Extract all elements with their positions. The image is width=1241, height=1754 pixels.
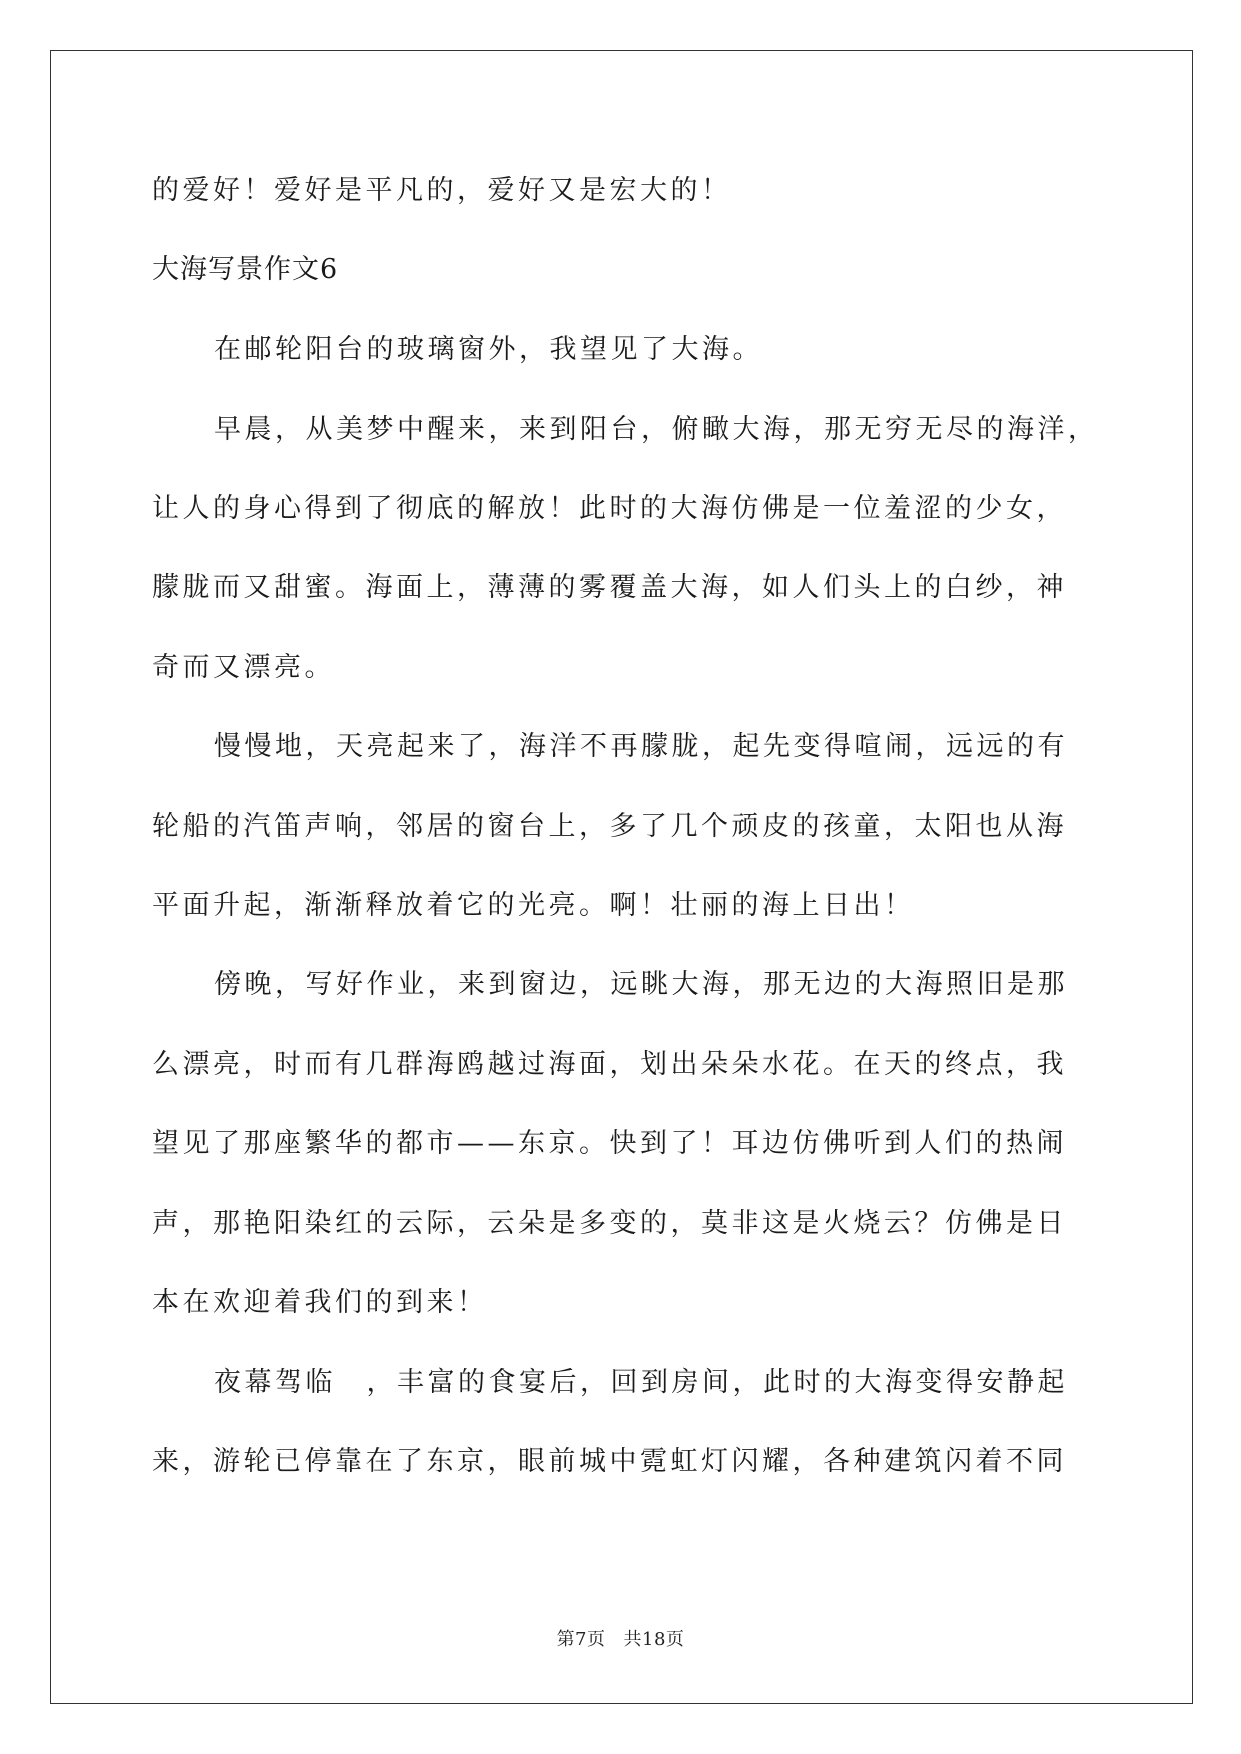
text-line: 来，游轮已停靠在了东京，眼前城中霓虹灯闪耀，各种建筑闪着不同 [152, 1446, 1067, 1477]
text-line: 朦胧而又甜蜜。海面上，薄薄的雾覆盖大海，如人们头上的白纱，神 [152, 572, 1067, 603]
page-number: 第7页 [556, 1629, 606, 1650]
page-footer [0, 1627, 1241, 1653]
paragraph-line: 夜幕驾临 ，丰富的食宴后，回到房间，此时的大海变得安静起 [214, 1367, 1068, 1398]
text-line: 平面升起，渐渐释放着它的光亮。啊！壮丽的海上日出！ [152, 890, 915, 921]
text-line: 望见了那座繁华的都市——东京。快到了！耳边仿佛听到人们的热闹 [152, 1128, 1067, 1159]
text-line: 让人的身心得到了彻底的解放！此时的大海仿佛是一位羞涩的少女， [152, 493, 1067, 524]
section-heading: 大海写景作文6 [152, 254, 339, 285]
paragraph-line: 慢慢地，天亮起来了，海洋不再朦胧，起先变得喧闹，远远的有 [214, 731, 1068, 762]
paragraph-line: 傍晚，写好作业，来到窗边，远眺大海，那无边的大海照旧是那 [214, 969, 1068, 1000]
text-line: 么漂亮，时而有几群海鸥越过海面，划出朵朵水花。在天的终点，我 [152, 1049, 1067, 1080]
paragraph-line: 在邮轮阳台的玻璃窗外，我望见了大海。 [214, 334, 763, 365]
text-line: 声，那艳阳染红的云际，云朵是多变的，莫非这是火烧云？仿佛是日 [152, 1208, 1067, 1239]
page-total: 共18页 [623, 1629, 685, 1650]
text-line: 的爱好！爱好是平凡的，爱好又是宏大的！ [152, 175, 732, 206]
text-line: 轮船的汽笛声响，邻居的窗台上，多了几个顽皮的孩童，太阳也从海 [152, 811, 1067, 842]
text-line: 本在欢迎着我们的到来！ [152, 1287, 488, 1318]
paragraph-line: 早晨，从美梦中醒来，来到阳台，俯瞰大海，那无穷无尽的海洋， [214, 414, 1099, 445]
text-line: 奇而又漂亮。 [152, 652, 335, 683]
